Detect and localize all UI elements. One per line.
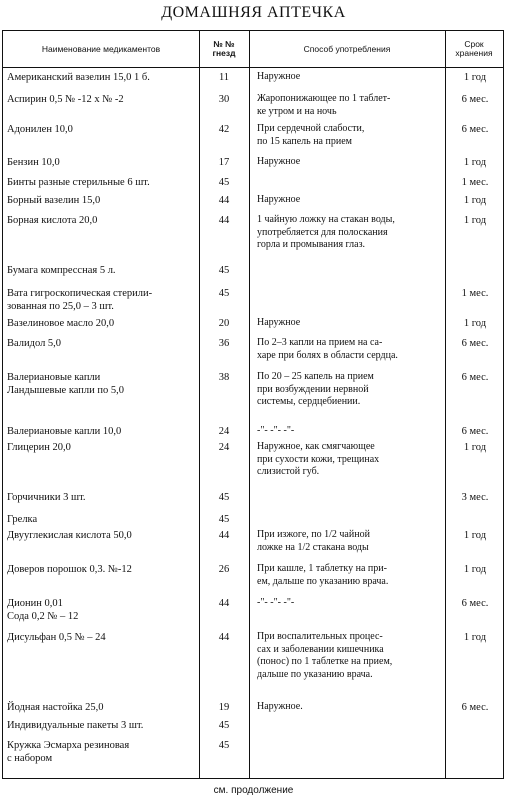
row-num-cell: 24 bbox=[218, 442, 230, 453]
row-use-cell: По 20 – 25 капель на прием при возбуждении нервной системы, сердцебиении. bbox=[257, 371, 374, 407]
row-term-cell: 6 мес. bbox=[461, 94, 489, 105]
row-num-cell: 36 bbox=[218, 338, 230, 349]
row-num-cell: 45 bbox=[218, 720, 230, 731]
row-term-cell: 3 мес. bbox=[461, 492, 489, 503]
row-name-cell: Аспирин 0,5 № -12 х № -2 bbox=[7, 94, 124, 105]
row-num-cell: 44 bbox=[218, 215, 230, 226]
row-num-cell: 24 bbox=[218, 426, 230, 437]
row-name-cell: Горчичники 3 шт. bbox=[7, 492, 86, 503]
row-term-cell: 1 год bbox=[463, 215, 487, 226]
row-name-cell: Двууглекислая кислота 50,0 bbox=[7, 530, 132, 541]
row-name-cell: Борная кислота 20,0 bbox=[7, 215, 98, 226]
row-num-cell: 44 bbox=[218, 598, 230, 609]
row-use-cell: Наружное bbox=[257, 194, 301, 205]
row-term-cell: 1 мес. bbox=[461, 288, 489, 299]
row-term-cell: 1 год bbox=[463, 632, 487, 643]
header-num: № № гнезд bbox=[212, 39, 236, 58]
row-use-cell: Наружное bbox=[257, 156, 301, 167]
row-num-cell: 42 bbox=[218, 124, 230, 135]
row-term-cell: 1 год bbox=[463, 564, 487, 575]
row-use-cell: 1 чайную ложку на стакан воды, употребляется для полоскания горла и промывания глаз. bbox=[257, 214, 395, 250]
row-name-cell: Борный вазелин 15,0 bbox=[7, 195, 101, 206]
row-name-cell: Адонилен 10,0 bbox=[7, 124, 73, 135]
row-num-cell: 45 bbox=[218, 492, 230, 503]
row-num-cell: 44 bbox=[218, 632, 230, 643]
row-term-cell: 1 год bbox=[463, 157, 487, 168]
row-num-cell: 19 bbox=[218, 702, 230, 713]
column-divider bbox=[249, 31, 250, 778]
row-num-cell: 26 bbox=[218, 564, 230, 575]
row-use-cell: Наружное, как смягчающее при сухости кожи, трещинах слизистой губ. bbox=[257, 441, 380, 477]
row-term-cell: 1 год bbox=[463, 318, 487, 329]
row-num-cell: 45 bbox=[218, 265, 230, 276]
row-num-cell: 44 bbox=[218, 195, 230, 206]
row-name-cell: Бумага компрессная 5 л. bbox=[7, 265, 116, 276]
row-name-cell: Валидол 5,0 bbox=[7, 338, 62, 349]
row-term-cell: 1 год bbox=[463, 442, 487, 453]
row-use-cell: Наружное. bbox=[257, 701, 303, 712]
row-num-cell: 44 bbox=[218, 530, 230, 541]
row-name-cell: Бензин 10,0 bbox=[7, 157, 60, 168]
row-name-cell: Дисульфан 0,5 № – 24 bbox=[7, 632, 106, 643]
header-name: Наименование медикаментов bbox=[41, 43, 161, 54]
continuation-note: см. продолжение bbox=[213, 785, 294, 796]
row-num-cell: 17 bbox=[218, 157, 230, 168]
row-term-cell: 6 мес. bbox=[461, 372, 489, 383]
row-name-cell: Вата гигроскопическая стерили- зованная по 25,0 – 3 шт. bbox=[7, 288, 153, 312]
row-use-cell: -"- -"- -"- bbox=[257, 597, 295, 608]
row-term-cell: 6 мес. bbox=[461, 598, 489, 609]
row-use-cell: Жаропонижающее по 1 таблет- ке утром и на ночь bbox=[257, 93, 391, 117]
row-use-cell: По 2–3 капли на прием на са- харе при болях в области сердца. bbox=[257, 337, 398, 361]
row-name-cell: Кружка Эсмарха резиновая с набором bbox=[7, 740, 130, 764]
row-term-cell: 1 год bbox=[463, 195, 487, 206]
row-num-cell: 30 bbox=[218, 94, 230, 105]
row-num-cell: 45 bbox=[218, 514, 230, 525]
header-term: Срок хранения bbox=[455, 39, 493, 58]
row-term-cell: 6 мес. bbox=[461, 426, 489, 437]
column-divider bbox=[199, 31, 200, 778]
row-use-cell: -"- -"- -"- bbox=[257, 425, 295, 436]
row-term-cell: 1 год bbox=[463, 72, 487, 83]
row-name-cell: Американский вазелин 15,0 1 б. bbox=[7, 72, 150, 83]
row-use-cell: При кашле, 1 таблетку на при- ем, дальше по указанию врача. bbox=[257, 563, 389, 587]
row-use-cell: Наружное bbox=[257, 317, 301, 328]
column-divider bbox=[445, 31, 446, 778]
row-name-cell: Глицерин 20,0 bbox=[7, 442, 71, 453]
row-use-cell: При изжоге, по 1/2 чайной ложке на 1/2 стакана воды bbox=[257, 529, 370, 553]
row-name-cell: Дионин 0,01 Сода 0,2 № – 12 bbox=[7, 598, 79, 622]
row-num-cell: 38 bbox=[218, 372, 230, 383]
row-use-cell: При воспалительных процес- сах и заболевании кишечника (понос) по 1 таблетке на прием, дальше по указанию врача. bbox=[257, 631, 393, 680]
row-name-cell: Йодная настойка 25,0 bbox=[7, 702, 104, 713]
medicine-table bbox=[2, 30, 504, 779]
row-term-cell: 1 мес. bbox=[461, 177, 489, 188]
row-term-cell: 6 мес. bbox=[461, 124, 489, 135]
row-name-cell: Индивидуальные пакеты 3 шт. bbox=[7, 720, 144, 731]
row-term-cell: 6 мес. bbox=[461, 338, 489, 349]
row-num-cell: 20 bbox=[218, 318, 230, 329]
row-name-cell: Бинты разные стерильные 6 шт. bbox=[7, 177, 150, 188]
row-name-cell: Валериановые капли 10,0 bbox=[7, 426, 122, 437]
header-use: Способ употребления bbox=[303, 43, 391, 54]
row-name-cell: Грелка bbox=[7, 514, 38, 525]
row-num-cell: 45 bbox=[218, 288, 230, 299]
row-num-cell: 11 bbox=[218, 72, 230, 83]
page-title: ДОМАШНЯЯ АПТЕЧКА bbox=[161, 4, 346, 21]
row-name-cell: Вазелиновое масло 20,0 bbox=[7, 318, 115, 329]
row-num-cell: 45 bbox=[218, 740, 230, 751]
row-term-cell: 1 год bbox=[463, 530, 487, 541]
row-term-cell: 6 мес. bbox=[461, 702, 489, 713]
row-use-cell: При сердечной слабости, по 15 капель на прием bbox=[257, 123, 365, 147]
row-name-cell: Доверов порошок 0,3. №-12 bbox=[7, 564, 132, 575]
row-use-cell: Наружное bbox=[257, 71, 301, 82]
row-name-cell: Валериановые капли Ландышевые капли по 5,0 bbox=[7, 372, 125, 396]
row-num-cell: 45 bbox=[218, 177, 230, 188]
